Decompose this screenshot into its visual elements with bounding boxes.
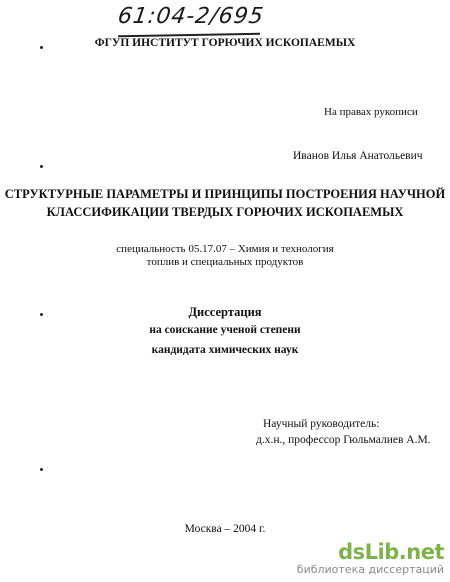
supervisor-name: д.х.н., профессор Гюльмалиев А.М. (256, 434, 431, 446)
supervisor-label: Научный руководитель: (263, 418, 380, 430)
watermark-subtitle: библиотека диссертаций (296, 563, 444, 576)
rights-note: На правах рукописи (324, 106, 418, 118)
author-name: Иванов Илья Анатольевич (293, 150, 423, 162)
organization-name: ФГУП ИНСТИТУТ ГОРЮЧИХ ИСКОПАЕМЫХ (94, 37, 356, 49)
title-line-2: КЛАССИФИКАЦИИ ТВЕРДЫХ ГОРЮЧИХ ИСКОПАЕМЫХ (46, 205, 404, 219)
specialty-line-2: топлив и специальных продуктов (146, 256, 304, 268)
city-year: Москва – 2004 г. (184, 523, 266, 535)
scan-speck (40, 165, 43, 168)
watermark-logo: dsLib.net (338, 540, 444, 564)
dissertation-label: Диссертация (188, 305, 262, 319)
degree-line-1: на соискание ученой степени (149, 324, 301, 336)
scan-speck (40, 468, 43, 471)
handwritten-code: 61:04-2/695 (116, 4, 266, 29)
specialty-line-1: специальность 05.17.07 – Химия и технология (116, 243, 334, 255)
watermark (297, 541, 444, 576)
degree-line-2: кандидата химических наук (151, 344, 299, 356)
title-line-1: СТРУКТУРНЫЕ ПАРАМЕТРЫ И ПРИНЦИПЫ ПОСТРОЕНИЯ НАУЧНОЙ (4, 187, 446, 201)
